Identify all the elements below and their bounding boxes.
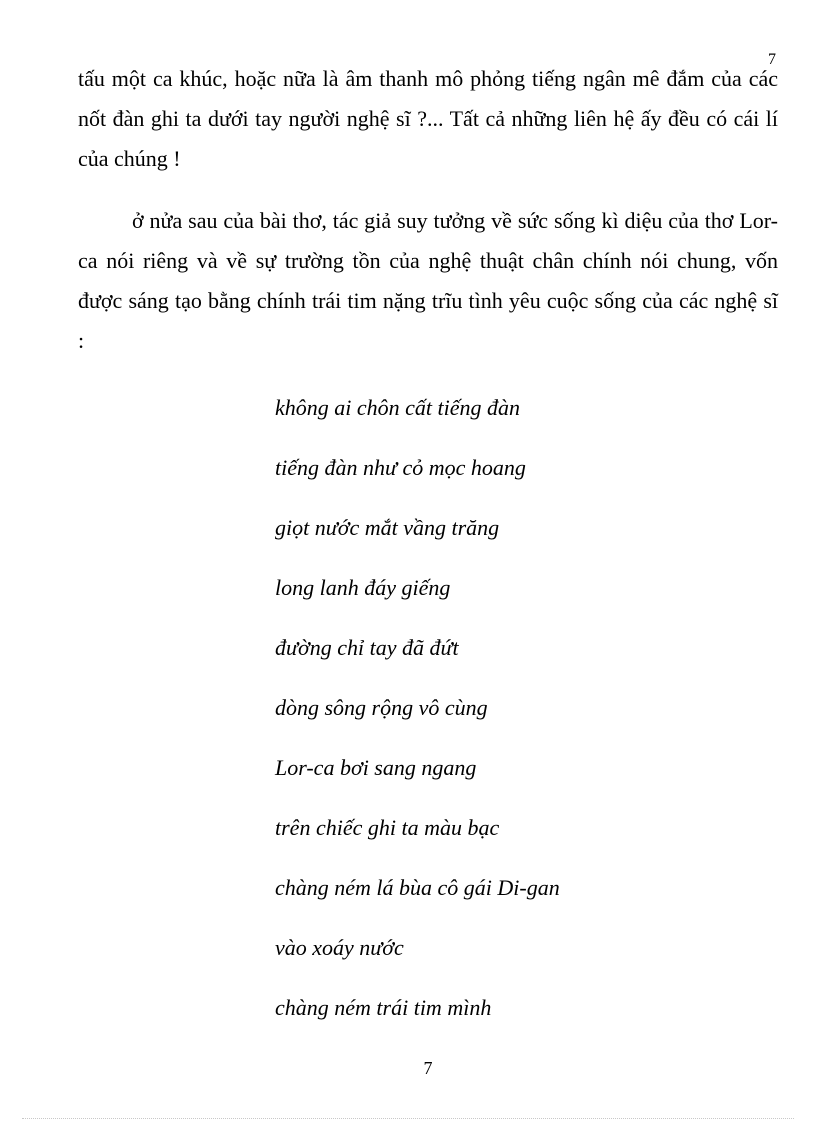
page-edge-divider <box>22 1118 794 1119</box>
page-number-top: 7 <box>768 51 776 68</box>
poem-line: tiếng đàn như cỏ mọc hoang <box>275 455 526 480</box>
poem-line: đường chỉ tay đã đứt <box>275 635 459 660</box>
poem-line: Lor-ca bơi sang ngang <box>275 755 477 780</box>
poem-line: không ai chôn cất tiếng đàn <box>275 395 521 420</box>
body-text <box>78 59 778 361</box>
poem-line: vào xoáy nước <box>275 935 404 960</box>
poem-line: dòng sông rộng vô cùng <box>275 695 488 720</box>
poem-excerpt <box>275 388 560 1048</box>
poem-line: trên chiếc ghi ta màu bạc <box>275 815 500 840</box>
poem-line: giọt nước mắt vầng trăng <box>275 515 500 540</box>
page-number-bottom: 7 <box>423 1058 433 1078</box>
poem-line: chàng ném trái tim mình <box>275 995 492 1020</box>
poem-line: chàng ném lá bùa cô gái Di-gan <box>275 875 560 900</box>
paragraph-continuation: tấu một ca khúc, hoặc nữa là âm thanh mô phỏng tiếng ngân mê đắm của các nốt đàn ghi ta dưới tay người nghệ sĩ ?... Tất cả những liên hệ ấy đều có cái lí của chúng ! <box>78 66 778 171</box>
poem-line: long lanh đáy giếng <box>275 575 451 600</box>
paragraph-analysis: ở nửa sau của bài thơ, tác giả suy tưởng về sức sống kì diệu của thơ Lor-ca nói riêng và về sự trường tồn của nghệ thuật chân chính nói chung, vốn được sáng tạo bằng chính trái tim nặng trĩu tình yêu cuộc sống của các nghệ sĩ : <box>78 208 778 353</box>
